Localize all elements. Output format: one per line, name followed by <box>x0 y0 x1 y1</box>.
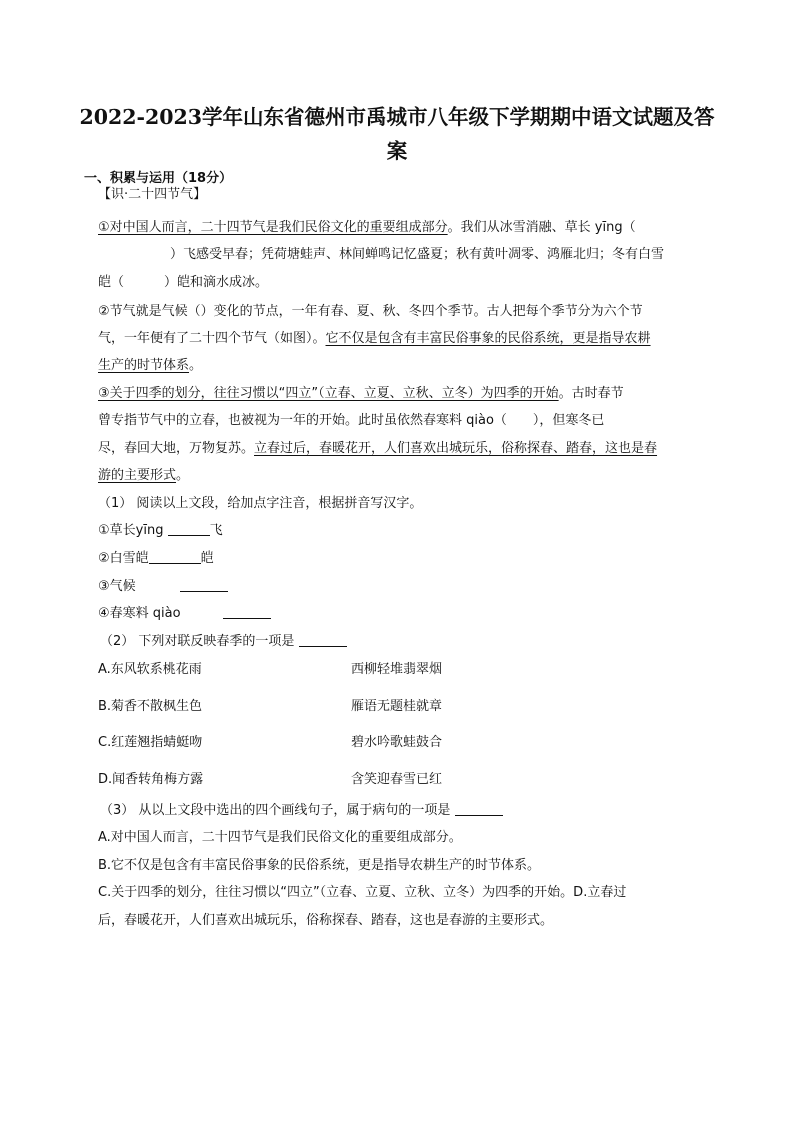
text-span: 。 <box>189 358 203 373</box>
document-title <box>70 100 724 168</box>
question-3-option-b: B.它不仅是包含有丰富民俗事象的民俗系统，更是指导农耕生产的时节体系。 <box>98 858 541 873</box>
underlined-sentence-1: ①对中国人而言，二十四节气是我们民俗文化的重要组成部分 <box>98 220 448 235</box>
section-heading: 一、积累与运用（18分） <box>84 171 233 186</box>
text-span: 。我们从冰雪消融、草长 yīng（ <box>447 220 636 235</box>
paragraph-1-line-3 <box>98 274 268 292</box>
option-right: 西柳轻堆翡翠烟 <box>351 662 443 677</box>
paragraph-3-line-2: 曾专指节气中的立春，也被视为一年的开始。此时虽依然春寒料 qiào（ ），但寒冬已 <box>98 413 605 428</box>
option-right: 碧水吟歌蛙鼓合 <box>351 735 443 750</box>
text-span: 。 <box>176 468 190 483</box>
option-left: D.闻香转角梅方露 <box>98 772 204 787</box>
text-span: （3） 从以上文段中选出的四个画线句子，属于病句的一项是 <box>100 803 455 818</box>
text-span: 气，一年便有了二十四个节气（如图）。 <box>98 331 326 346</box>
option-left: B.菊香不散枫生色 <box>98 699 203 714</box>
question-1-item-d <box>98 605 271 623</box>
text-span: 。古时春节 <box>558 386 624 401</box>
paragraph-1-line-1 <box>98 219 636 237</box>
paragraph-2-line-2 <box>98 330 651 348</box>
paragraph-3-line-1 <box>98 385 624 403</box>
paragraph-1-line-2: ）飞感受早春；凭荷塘蛙声、林间蝉鸣记忆盛夏；秋有黄叶凋零、鸿雁北归；冬有白雪 <box>170 247 665 262</box>
underlined-sentence-4-cont: 游的主要形式 <box>98 468 177 483</box>
answer-blank[interactable] <box>149 550 201 564</box>
underlined-sentence-2-cont: 生产的时节体系 <box>98 358 190 373</box>
text-span: 皑（ <box>98 275 125 290</box>
question-1-item-b <box>98 550 214 568</box>
answer-blank[interactable] <box>455 802 503 816</box>
underlined-sentence-4: 立春过后，春暖花开，人们喜欢出城玩乐，俗称探春、踏春，这也是春 <box>254 441 658 456</box>
text-span: 飞 <box>209 523 223 538</box>
answer-blank[interactable] <box>180 578 228 592</box>
paragraph-3-line-4 <box>98 467 189 485</box>
answer-blank[interactable] <box>223 605 271 619</box>
question-2-stem <box>100 633 347 651</box>
title-line-1: 2022-2023学年山东省德州市禹城市八年级下学期期中语文试题及答 <box>79 105 715 129</box>
text-span: 皑 <box>200 551 214 566</box>
paragraph-2-line-1: ②节气就是气候（）变化的节点，一年有春、夏、秋、冬四个季节。古人把每个季节分为六个节 <box>98 304 643 319</box>
option-right: 雁语无题桂就章 <box>351 699 443 714</box>
paragraph-2-line-3 <box>98 357 202 375</box>
answer-blank[interactable] <box>299 633 347 647</box>
text-span: ②白雪皑 <box>98 551 149 566</box>
title-line-2: 案 <box>386 139 408 163</box>
question-1-item-a <box>98 522 223 540</box>
underlined-sentence-3: ③关于四季的划分，往往习惯以“四立”（立春、立夏、立秋、立冬）为四季的开始 <box>98 386 559 401</box>
text-span: ④春寒料 qiào <box>98 606 181 621</box>
question-1-item-c <box>98 578 228 596</box>
option-left: A.东风软系桃花雨 <box>98 662 202 677</box>
paragraph-3-line-3 <box>98 440 657 458</box>
text-span: ①草长yīng <box>98 523 168 538</box>
option-row-b <box>98 698 443 716</box>
option-row-d <box>98 771 443 789</box>
underlined-sentence-2: 它不仅是包含有丰富民俗事象的民俗系统，更是指导农耕 <box>325 331 651 346</box>
text-span: ③气候 <box>98 579 136 594</box>
text-span: （2） 下列对联反映春季的一项是 <box>100 634 299 649</box>
topic-heading: 【识·二十四节气】 <box>98 187 207 202</box>
option-row-a <box>98 661 443 679</box>
text-span: ）皑和滴水成冰。 <box>164 275 269 290</box>
answer-blank[interactable] <box>168 522 210 536</box>
question-1-stem: （1） 阅读以上文段，给加点字注音，根据拼音写汉字。 <box>98 496 423 511</box>
question-3-option-a: A.对中国人而言，二十四节气是我们民俗文化的重要组成部分。 <box>98 830 462 845</box>
text-span: 尽，春回大地，万物复苏。 <box>98 441 255 456</box>
question-3-option-d: 后，春暖花开，人们喜欢出城玩乐，俗称探春、踏春，这也是春游的主要形式。 <box>98 913 554 928</box>
question-3-stem <box>100 802 503 820</box>
option-left: C.红莲翘指蜻蜓吻 <box>98 735 203 750</box>
question-3-option-c: C.关于四季的划分，往往习惯以“四立”（立春、立夏、立秋、立冬）为四季的开始。D.立春过 <box>98 885 627 900</box>
option-row-c <box>98 734 443 752</box>
option-right: 含笑迎春雪已红 <box>351 772 443 787</box>
